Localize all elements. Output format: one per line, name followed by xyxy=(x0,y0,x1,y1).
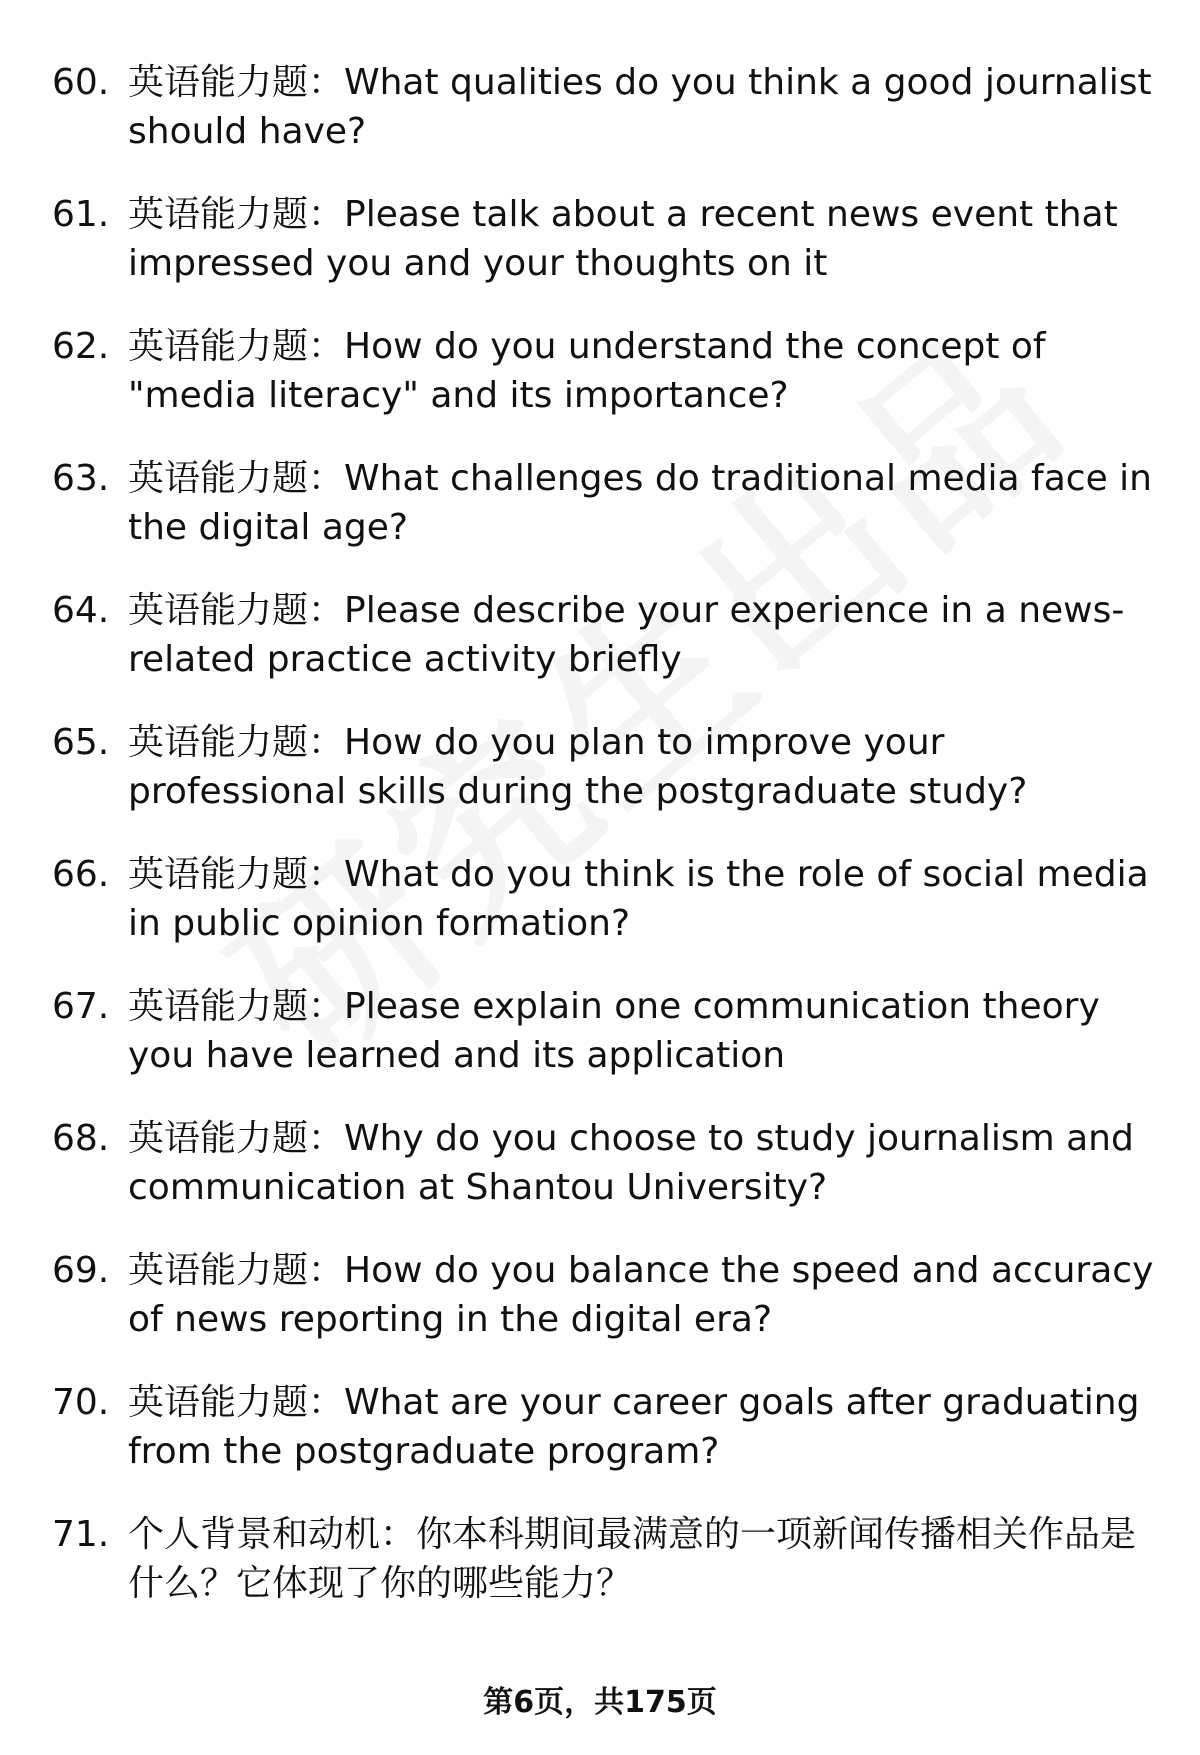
question-text: 英语能力题：What challenges do traditional media face in the digital age? xyxy=(128,458,1152,548)
page-number: 第6页，共175页 xyxy=(483,1685,717,1720)
question-text: 英语能力题：What are your career goals after graduating from the postgraduate program? xyxy=(128,1382,1140,1472)
question-number: 71. xyxy=(52,1514,110,1555)
question-number: 60. xyxy=(52,62,110,103)
question-text: 英语能力题：What qualities do you think a good journalist should have? xyxy=(128,62,1152,152)
question-text: 英语能力题：What do you think is the role of social media in public opinion formation? xyxy=(128,854,1149,944)
question-text: 英语能力题：How do you understand the concept of "media literacy" and its importance? xyxy=(128,326,1046,416)
question-number: 64. xyxy=(52,590,110,631)
question-number: 63. xyxy=(52,458,110,499)
question-number: 69. xyxy=(52,1250,110,1291)
question-number: 68. xyxy=(52,1118,110,1159)
list-item xyxy=(52,1114,1162,1212)
question-text: 英语能力题：Please explain one communication theory you have learned and its application xyxy=(128,986,1100,1076)
list-item xyxy=(52,322,1162,420)
list-item xyxy=(52,718,1162,816)
question-text: 英语能力题：How do you balance the speed and accuracy of news reporting in the digital era? xyxy=(128,1250,1154,1340)
question-text: 英语能力题：Why do you choose to study journalism and communication at Shantou University? xyxy=(128,1118,1134,1208)
list-item xyxy=(52,58,1162,156)
question-number: 67. xyxy=(52,986,110,1027)
question-text: 英语能力题：Please describe your experience in a news-related practice activity briefly xyxy=(128,590,1125,680)
list-item xyxy=(52,1378,1162,1476)
question-text: 英语能力题：Please talk about a recent news event that impressed you and your thoughts on it xyxy=(128,194,1118,284)
list-item xyxy=(52,454,1162,552)
list-item xyxy=(52,982,1162,1080)
question-number: 61. xyxy=(52,194,110,235)
question-number: 65. xyxy=(52,722,110,763)
question-number: 66. xyxy=(52,854,110,895)
list-item xyxy=(52,586,1162,684)
question-text: 英语能力题：How do you plan to improve your professional skills during the postgraduate study? xyxy=(128,722,1028,812)
list-item xyxy=(52,1246,1162,1344)
question-text: 个人背景和动机：你本科期间最满意的一项新闻传播相关作品是什么？它体现了你的哪些能力？ xyxy=(128,1514,1137,1604)
question-number: 70. xyxy=(52,1382,110,1423)
list-item xyxy=(52,1510,1162,1608)
question-number: 62. xyxy=(52,326,110,367)
question-list xyxy=(52,58,1162,1642)
list-item xyxy=(52,850,1162,948)
list-item xyxy=(52,190,1162,288)
